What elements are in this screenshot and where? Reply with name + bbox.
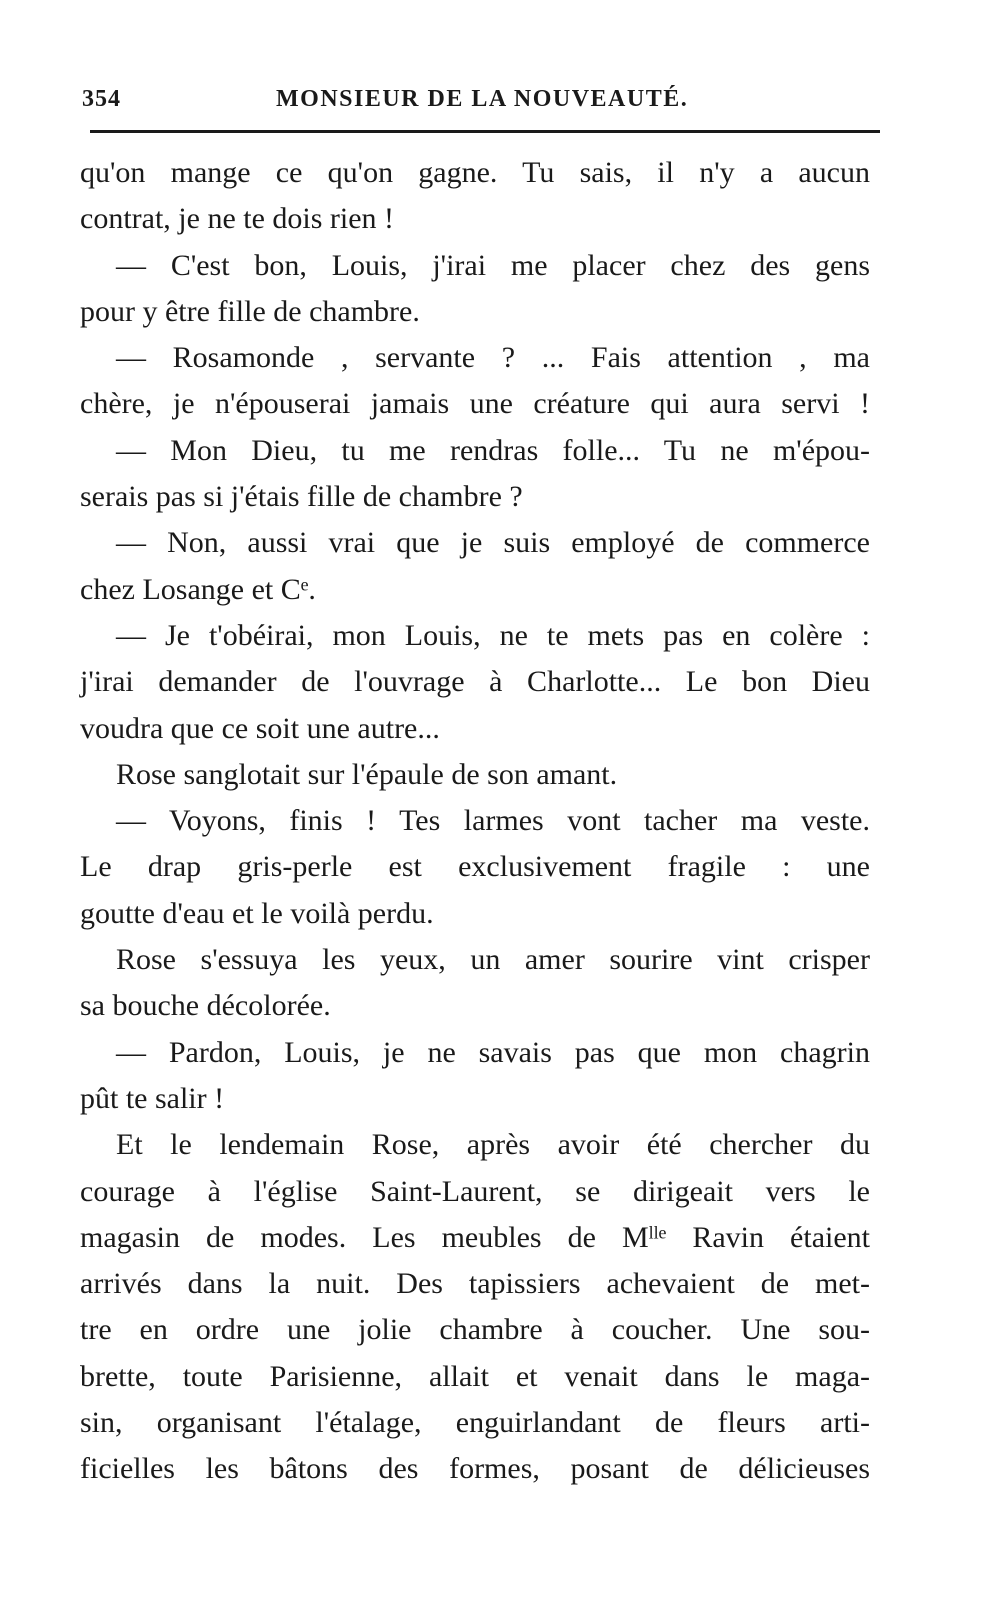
text-line: courage à l'église Saint-Laurent, se dirigeait vers le: [80, 1174, 870, 1208]
running-head: [82, 86, 872, 122]
text-line: goutte d'eau et le voilà perdu.: [80, 896, 434, 930]
text-line: — Rosamonde , servante ? ... Fais attention , ma: [116, 341, 870, 375]
text-line: tre en ordre une jolie chambre à coucher. Une sou-: [80, 1313, 870, 1347]
text-line: chère, je n'épouserai jamais une créature qui aura servi !: [80, 387, 870, 421]
text-line: sa bouche décolorée.: [80, 989, 331, 1023]
text-line: contrat, je ne te dois rien !: [80, 202, 395, 236]
text-line: — Voyons, finis ! Tes larmes vont tacher ma veste.: [116, 804, 870, 838]
text-line: ficielles les bâtons des formes, posant de délicieuses: [80, 1452, 870, 1486]
text-line: sin, organisant l'étalage, enguirlandant de fleurs arti-: [80, 1406, 870, 1440]
text-line: — Non, aussi vrai que je suis employé de commerce: [116, 526, 870, 560]
text-line: — Mon Dieu, tu me rendras folle... Tu ne m'épou-: [116, 433, 870, 467]
body-text: [80, 150, 870, 1493]
text-line: qu'on mange ce qu'on gagne. Tu sais, il n'y a aucun: [80, 156, 870, 189]
text-line: brette, toute Parisienne, allait et venait dans le maga-: [80, 1359, 870, 1393]
text-line: chez Losange et Cᵉ.: [80, 572, 316, 606]
text-line: Le drap gris-perle est exclusivement fragile : une: [80, 850, 870, 884]
page-number: 354: [82, 86, 121, 112]
text-line: Et le lendemain Rose, après avoir été chercher du: [116, 1128, 870, 1162]
header-rule: [90, 130, 880, 133]
text-line: pour y être fille de chambre.: [80, 294, 420, 328]
text-line: arrivés dans la nuit. Des tapissiers achevaient de met-: [80, 1267, 870, 1301]
text-line: Rose s'essuya les yeux, un amer sourire vint crisper: [116, 943, 870, 977]
text-line: Rose sanglotait sur l'épaule de son amant.: [116, 757, 618, 791]
text-line: magasin de modes. Les meubles de Mˡˡᵉ Ravin étaient: [80, 1220, 870, 1254]
text-line: pût te salir !: [80, 1081, 225, 1115]
running-title: MONSIEUR DE LA NOUVEAUTÉ.: [276, 86, 689, 112]
text-line: serais pas si j'étais fille de chambre ?: [80, 480, 523, 514]
text-line: j'irai demander de l'ouvrage à Charlotte... Le bon Dieu: [80, 665, 870, 699]
text-line: — Je t'obéirai, mon Louis, ne te mets pas en colère :: [116, 618, 870, 652]
text-line: voudra que ce soit une autre...: [80, 711, 440, 745]
text-line: — Pardon, Louis, je ne savais pas que mon chagrin: [116, 1035, 870, 1069]
text-line: — C'est bon, Louis, j'irai me placer chez des gens: [116, 248, 870, 282]
